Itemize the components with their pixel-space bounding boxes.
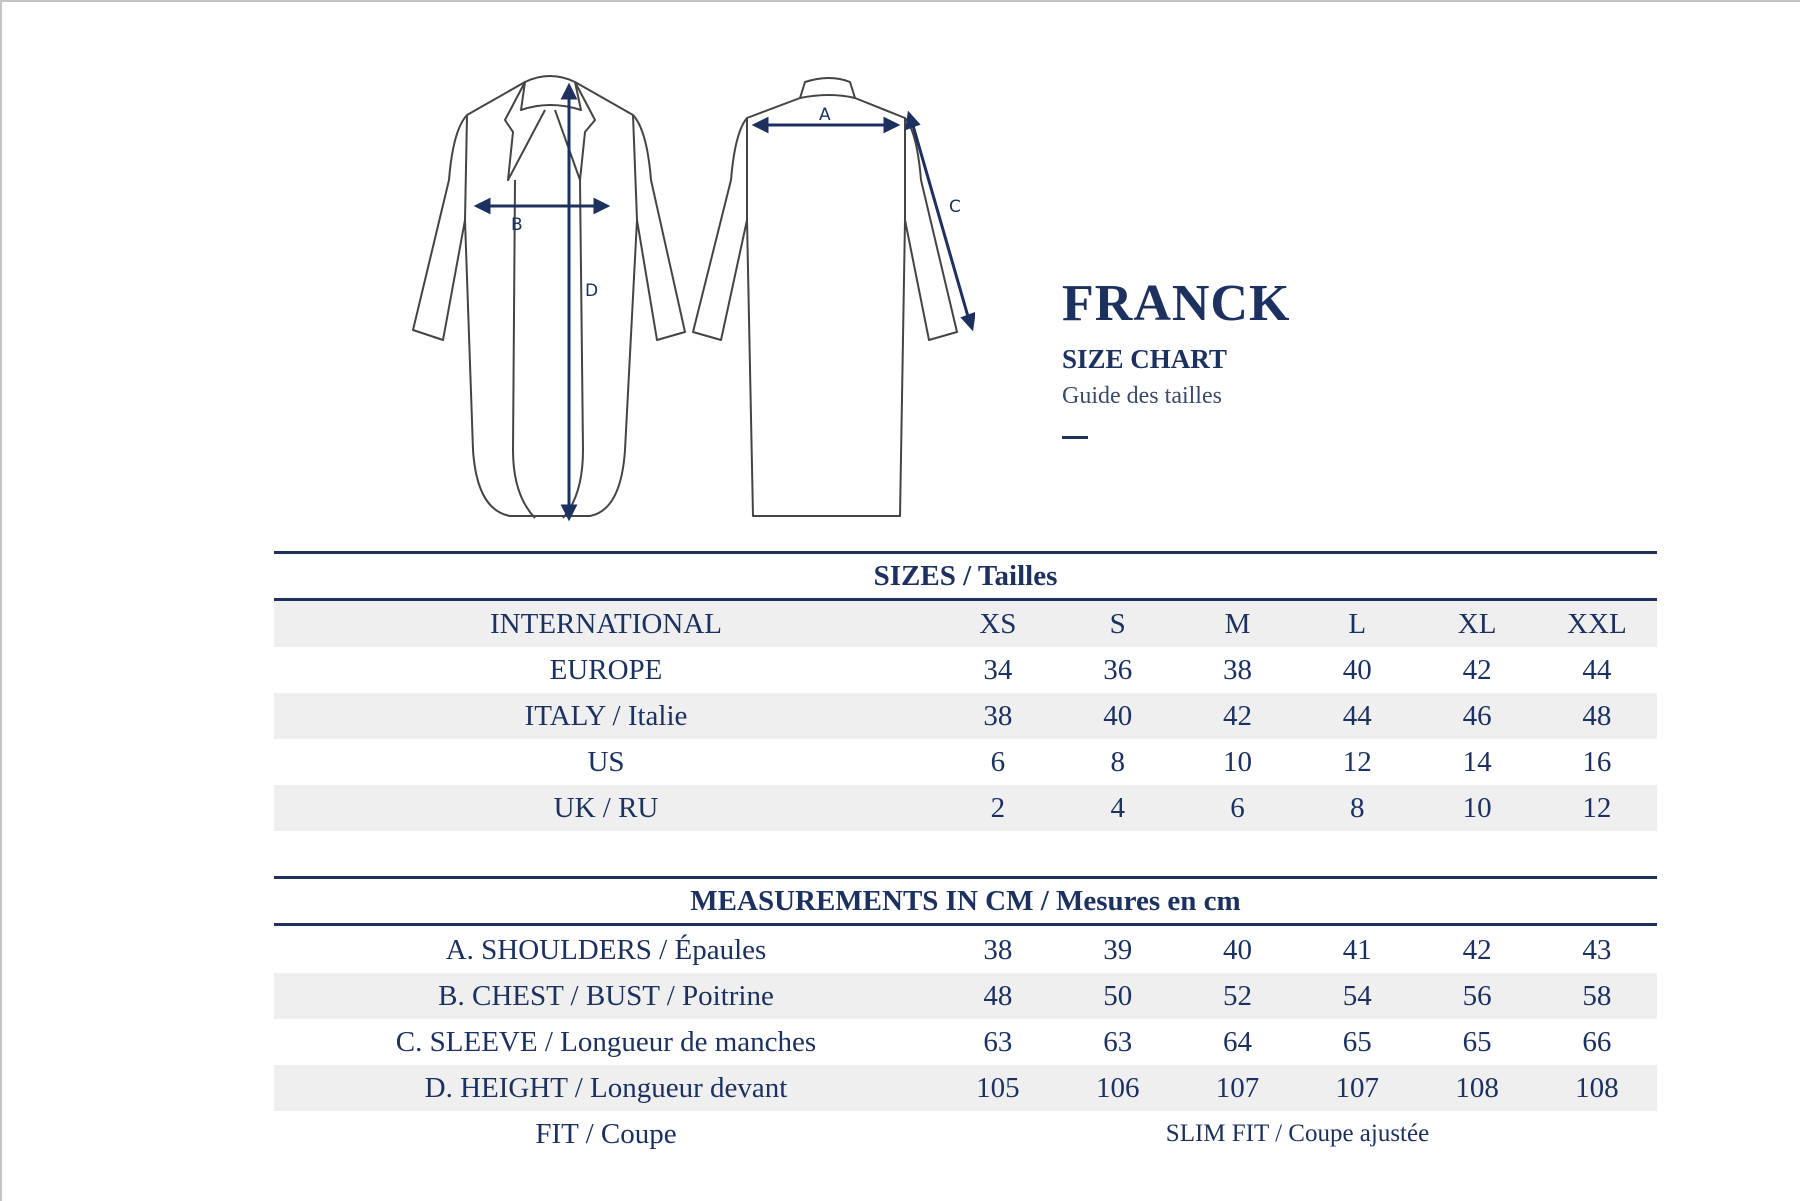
table-cell: M — [1224, 607, 1251, 640]
label-a: A — [819, 105, 831, 125]
table-cell: 10 — [1222, 745, 1252, 778]
fit-row — [274, 1111, 1657, 1157]
coat-front-sketch — [405, 70, 695, 530]
row-label: B. CHEST / BUST / Poitrine — [438, 979, 774, 1012]
table-cell: 107 — [1335, 1071, 1380, 1104]
table-cell: 48 — [983, 979, 1013, 1012]
row-label: A. SHOULDERS / Épaules — [445, 933, 767, 966]
label-c: C — [949, 197, 961, 217]
table-cell: 44 — [1582, 653, 1612, 686]
measurements-heading: MEASUREMENTS IN CM / Mesures en cm — [274, 876, 1657, 926]
table-cell: 43 — [1582, 933, 1612, 966]
table-cell: 50 — [1103, 979, 1133, 1012]
table-cell: XS — [979, 607, 1017, 640]
table-cell: 38 — [1222, 653, 1252, 686]
table-cell: 106 — [1095, 1071, 1140, 1104]
table-cell: 8 — [1350, 791, 1365, 824]
label-d: D — [585, 281, 599, 301]
row-label: ITALY / Italie — [524, 699, 688, 732]
table-cell: 56 — [1462, 979, 1492, 1012]
measurements-table — [274, 927, 1657, 1157]
table-cell: 8 — [1110, 745, 1125, 778]
table-cell: 4 — [1110, 791, 1125, 824]
title-block — [1062, 275, 1291, 439]
row-label: C. SLEEVE / Longueur de manches — [395, 1025, 817, 1058]
table-cell: L — [1348, 607, 1367, 640]
table-row — [274, 693, 1657, 739]
table-cell: 46 — [1462, 699, 1492, 732]
table-cell: 63 — [1103, 1025, 1133, 1058]
table-cell: 54 — [1342, 979, 1372, 1012]
table-cell: 66 — [1582, 1025, 1612, 1058]
table-cell: 36 — [1103, 653, 1133, 686]
table-cell: 12 — [1342, 745, 1372, 778]
table-cell: XXL — [1567, 607, 1627, 640]
table-cell: 16 — [1582, 745, 1612, 778]
table-cell: 38 — [983, 699, 1013, 732]
table-cell: 44 — [1342, 699, 1372, 732]
fit-label: FIT / Coupe — [535, 1117, 677, 1150]
table-cell: 41 — [1342, 933, 1372, 966]
table-cell: 52 — [1222, 979, 1252, 1012]
row-label: INTERNATIONAL — [490, 607, 722, 640]
table-cell: 2 — [990, 791, 1006, 824]
table-cell: 39 — [1103, 933, 1133, 966]
table-cell: 105 — [976, 1071, 1020, 1104]
table-row — [274, 1019, 1657, 1065]
table-cell: 14 — [1462, 745, 1492, 778]
table-cell: 6 — [1230, 791, 1245, 824]
table-cell: 34 — [983, 653, 1013, 686]
label-b: B — [511, 215, 523, 235]
fit-value: SLIM FIT / Coupe ajustée — [1165, 1120, 1430, 1147]
table-cell: 6 — [990, 745, 1006, 778]
table-row — [274, 647, 1657, 693]
table-cell: 38 — [983, 933, 1013, 966]
table-cell: 107 — [1215, 1071, 1260, 1104]
table-cell: 65 — [1462, 1025, 1492, 1058]
table-row — [274, 785, 1657, 831]
table-cell: 108 — [1575, 1071, 1619, 1104]
table-cell: 42 — [1222, 699, 1252, 732]
table-row — [274, 927, 1657, 973]
table-cell: 40 — [1103, 699, 1133, 732]
table-cell: XL — [1457, 607, 1497, 640]
size-chart-title: SIZE CHART — [1062, 344, 1227, 374]
table-cell: 48 — [1582, 699, 1612, 732]
table-row — [274, 973, 1657, 1019]
table-cell: 42 — [1462, 933, 1492, 966]
table-row — [274, 1065, 1657, 1111]
table-cell: 12 — [1582, 791, 1612, 824]
table-cell: 40 — [1222, 933, 1252, 966]
table-row — [274, 739, 1657, 785]
row-label: UK / RU — [553, 791, 659, 824]
table-cell: 42 — [1462, 653, 1492, 686]
table-cell: 63 — [983, 1025, 1013, 1058]
sizes-table — [274, 601, 1657, 831]
row-label: EUROPE — [549, 653, 663, 686]
table-cell: 108 — [1455, 1071, 1499, 1104]
sizes-heading: SIZES / Tailles — [274, 551, 1657, 601]
table-cell: 64 — [1222, 1025, 1252, 1058]
title-dash — [1062, 436, 1088, 439]
table-cell: S — [1109, 607, 1126, 640]
table-cell: 58 — [1582, 979, 1612, 1012]
table-row — [274, 601, 1657, 647]
table-cell: 10 — [1462, 791, 1492, 824]
table-cell: 40 — [1342, 653, 1372, 686]
brand-name: FRANCK — [1062, 275, 1291, 332]
table-cell: 65 — [1342, 1025, 1372, 1058]
coat-back-sketch — [685, 70, 975, 530]
row-label: US — [587, 745, 625, 778]
size-chart-subtitle: Guide des tailles — [1062, 383, 1222, 409]
row-label: D. HEIGHT / Longueur devant — [424, 1071, 788, 1104]
